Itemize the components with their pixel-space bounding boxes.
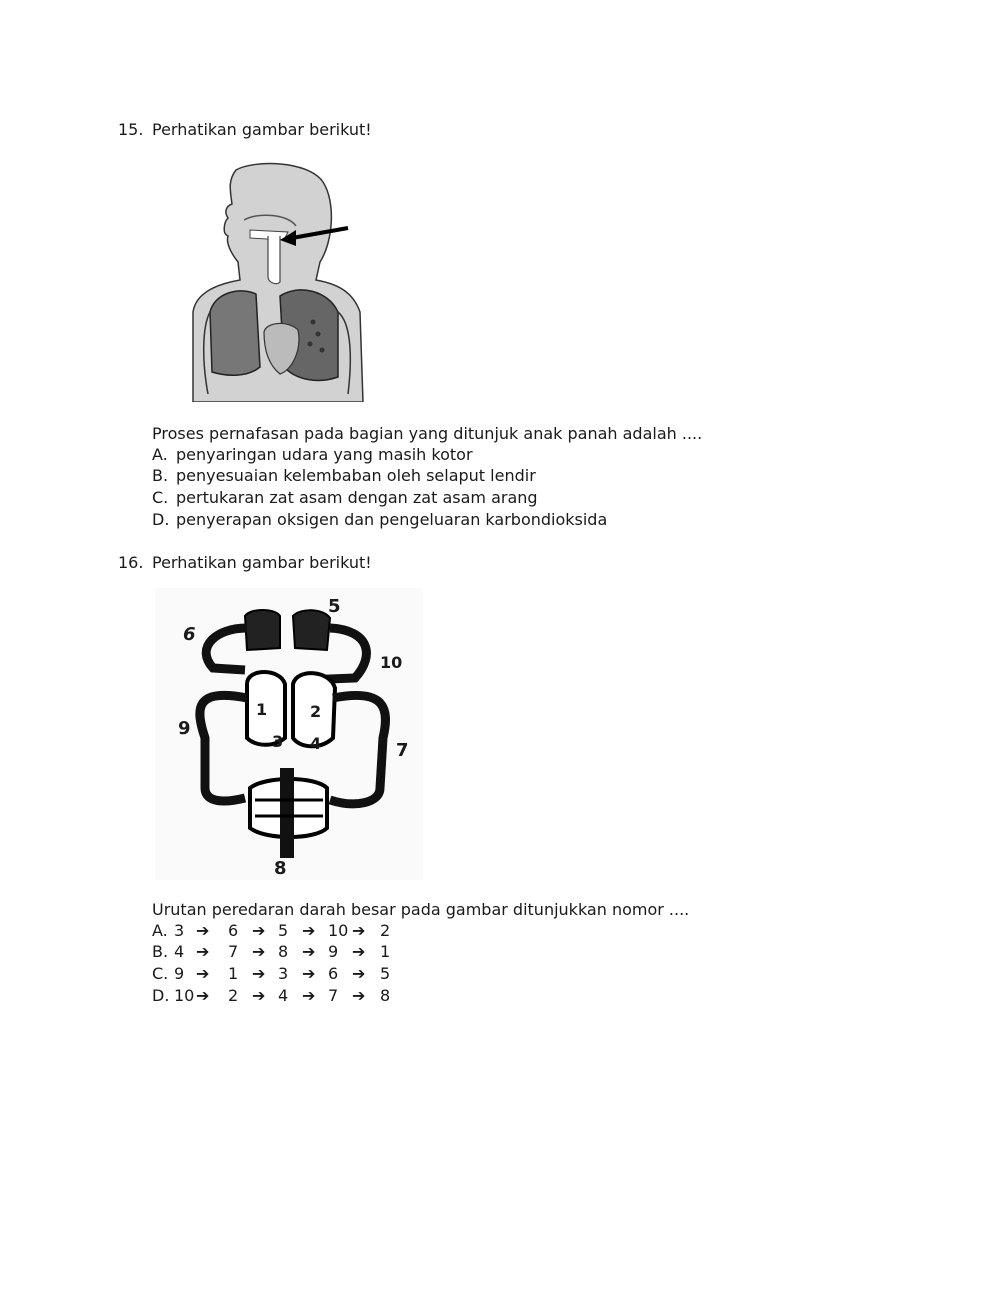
arrow-right-icon: ➔ (302, 986, 316, 1005)
option-letter: C. (152, 964, 169, 983)
arrow-right-icon: ➔ (252, 986, 266, 1005)
arrow-right-icon: ➔ (196, 964, 210, 983)
q16-option-d[interactable] (152, 986, 412, 1006)
diagram-label-1: 1 (256, 700, 268, 719)
arrow-right-icon: ➔ (252, 964, 266, 983)
arrow-right-icon: ➔ (302, 921, 316, 940)
option-text: penyaringan udara yang masih kotor (176, 445, 473, 464)
arrow-right-icon: ➔ (302, 964, 316, 983)
option-letter: B. (152, 942, 169, 961)
diagram-label-9: 9 (178, 718, 191, 739)
sequence-number: 7 (228, 942, 239, 961)
option-letter: D. (152, 510, 170, 529)
diagram-label-10: 10 (380, 653, 403, 672)
q16-option-a[interactable] (152, 921, 412, 941)
option-text: penyerapan oksigen dan pengeluaran karbondioksida (176, 510, 608, 529)
sequence-number: 3 (278, 964, 289, 983)
q15-number: 15. (118, 120, 144, 139)
q16-option-b[interactable] (152, 942, 412, 962)
arrow-right-icon: ➔ (252, 921, 266, 940)
arrow-right-icon: ➔ (352, 921, 366, 940)
diagram-label-5: 5 (328, 596, 341, 617)
option-letter: B. (152, 466, 169, 485)
sequence-number: 1 (228, 964, 239, 983)
sequence-number: 1 (380, 942, 391, 961)
q16-question: Urutan peredaran darah besar pada gambar ditunjukkan nomor .... (152, 900, 690, 919)
sequence-number: 8 (278, 942, 289, 961)
sequence-number: 2 (380, 921, 391, 940)
sequence-number: 5 (380, 964, 391, 983)
respiratory-system-illustration (188, 162, 368, 402)
sequence-number: 5 (278, 921, 289, 940)
sequence-number: 6 (228, 921, 239, 940)
sequence-number: 3 (174, 921, 185, 940)
sequence-number: 4 (278, 986, 289, 1005)
option-text: penyesuaian kelembaban oleh selaput lendir (176, 466, 536, 485)
diagram-label-2: 2 (310, 702, 322, 721)
q15-option-d[interactable] (152, 510, 607, 529)
arrow-right-icon: ➔ (352, 986, 366, 1005)
diagram-label-7: 7 (396, 740, 409, 761)
option-letter: A. (152, 921, 168, 940)
q15-option-b[interactable] (152, 466, 536, 485)
q15-title: Perhatikan gambar berikut! (152, 120, 372, 139)
q15-option-c[interactable] (152, 488, 538, 507)
sequence-number: 2 (228, 986, 239, 1005)
option-letter: A. (152, 445, 168, 464)
sequence-number: 9 (174, 964, 185, 983)
sequence-number: 9 (328, 942, 339, 961)
q16-title: Perhatikan gambar berikut! (152, 553, 372, 572)
arrow-right-icon: ➔ (352, 942, 366, 961)
arrow-right-icon: ➔ (252, 942, 266, 961)
arrow-right-icon: ➔ (352, 964, 366, 983)
q16-option-c[interactable] (152, 964, 412, 984)
arrow-right-icon: ➔ (196, 921, 210, 940)
option-letter: D. (152, 986, 170, 1005)
sequence-number: 7 (328, 986, 339, 1005)
arrow-right-icon: ➔ (196, 942, 210, 961)
sequence-number: 10 (328, 921, 349, 940)
option-letter: C. (152, 488, 169, 507)
arrow-right-icon: ➔ (196, 986, 210, 1005)
q15-question: Proses pernafasan pada bagian yang ditunjuk anak panah adalah .... (152, 424, 703, 443)
diagram-label-6: 6 (183, 624, 196, 645)
diagram-label-4: 4 (310, 734, 322, 753)
q15-option-a[interactable] (152, 445, 473, 464)
arrow-right-icon: ➔ (302, 942, 316, 961)
sequence-number: 8 (380, 986, 391, 1005)
sequence-number: 4 (174, 942, 185, 961)
option-text: pertukaran zat asam dengan zat asam arang (176, 488, 538, 507)
diagram-label-3: 3 (272, 732, 284, 751)
q16-number: 16. (118, 553, 144, 572)
sequence-number: 10 (174, 986, 195, 1005)
diagram-label-8: 8 (274, 858, 287, 879)
sequence-number: 6 (328, 964, 339, 983)
